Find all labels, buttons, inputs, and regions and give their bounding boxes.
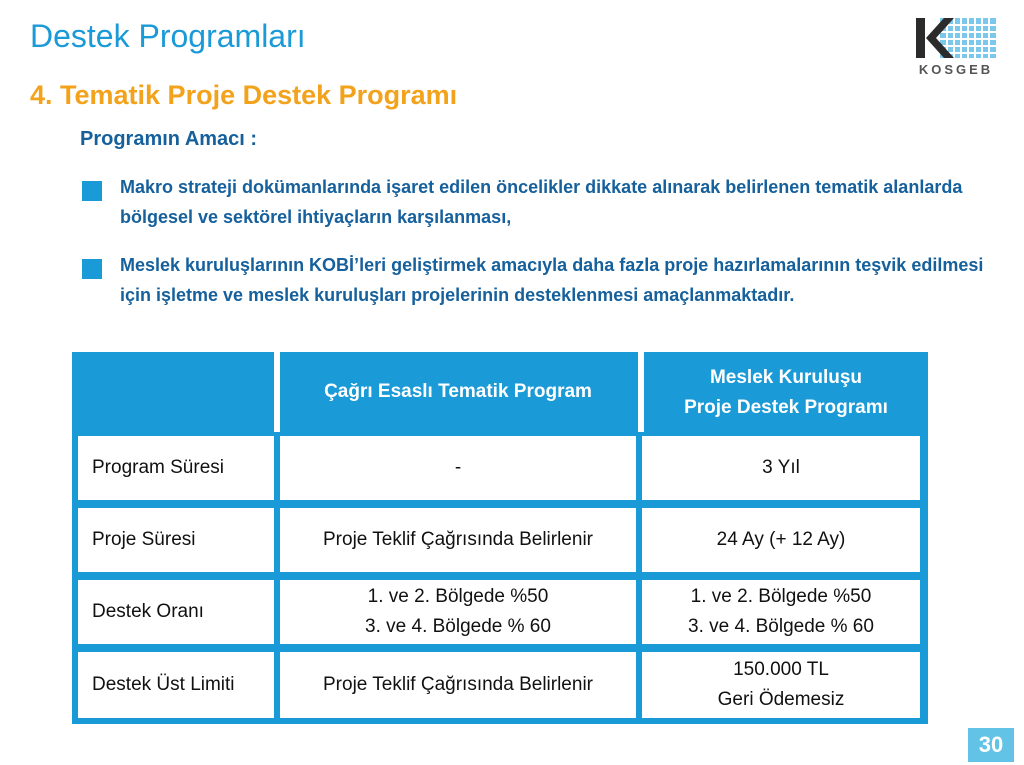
table-cell: 1. ve 2. Bölgede %50 3. ve 4. Bölgede % 60	[280, 580, 636, 644]
table-row-label: Proje Süresi	[78, 508, 274, 572]
section-heading: Programın Amacı :	[80, 128, 258, 150]
bullet-square-icon	[82, 259, 102, 279]
bullet-square-icon	[82, 181, 102, 201]
table-cell: -	[280, 436, 636, 500]
table-cell: 24 Ay (+ 12 Ay)	[642, 508, 920, 572]
table-header-empty	[72, 352, 272, 432]
table-header-col2: Meslek Kuruluşu Proje Destek Programı	[684, 367, 888, 418]
table-cell: 3 Yıl	[642, 436, 920, 500]
kosgeb-logo-icon	[914, 16, 998, 60]
slide-subtitle: 4. Tematik Proje Destek Programı	[30, 80, 458, 110]
logo-text: KOSGEB	[918, 62, 994, 77]
page-number-badge: 30	[968, 728, 1014, 762]
slide-title: Destek Programları	[30, 18, 306, 54]
table-row-label: Program Süresi	[78, 436, 274, 500]
kosgeb-logo	[914, 16, 998, 80]
table-row-label: Destek Oranı	[78, 580, 274, 644]
table-cell: Proje Teklif Çağrısında Belirlenir	[280, 508, 636, 572]
table-header-col1: Çağrı Esaslı Tematik Program	[324, 381, 592, 402]
bullet-text-2: Meslek kuruluşlarının KOBİ’leri geliştirmek amacıyla daha fazla proje hazırlamalarının teşvik edilmesi için işletme ve meslek kuruluşları projelerinin desteklenmesi amaçlanmaktadır.	[120, 255, 984, 305]
program-comparison-table	[72, 352, 928, 724]
bullet-text-1: Makro strateji dokümanlarında işaret edilen öncelikler dikkate alınarak belirlenen tematik alanlarda bölgesel ve sektörel ihtiyaçların karşılanması,	[120, 177, 963, 227]
table-cell: 150.000 TL Geri Ödemesiz	[642, 652, 920, 718]
table-row-label: Destek Üst Limiti	[78, 652, 274, 718]
table-cell: Proje Teklif Çağrısında Belirlenir	[280, 652, 636, 718]
table-cell: 1. ve 2. Bölgede %50 3. ve 4. Bölgede % 60	[642, 580, 920, 644]
